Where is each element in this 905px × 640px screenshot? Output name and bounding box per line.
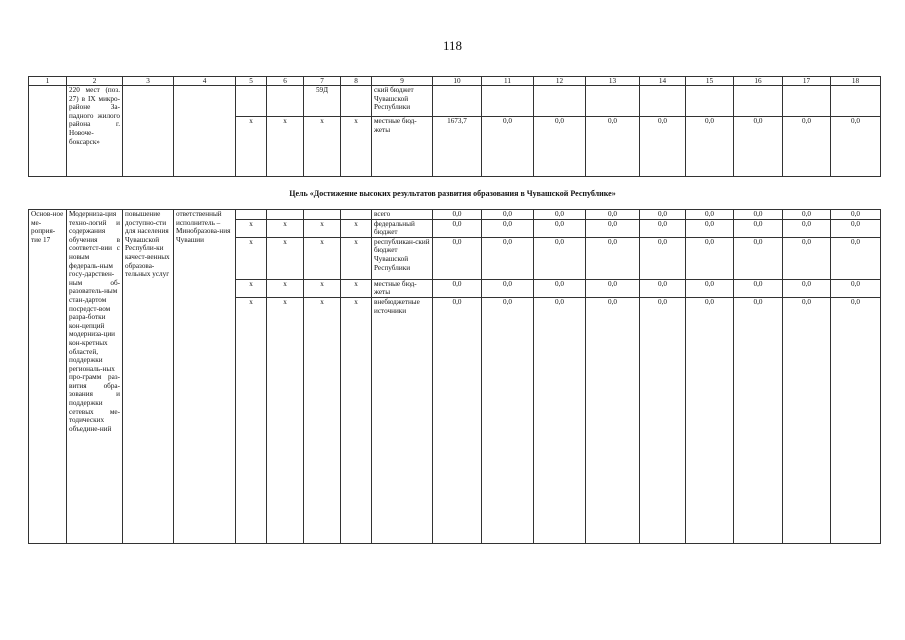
value-cell: 0,0 (482, 279, 534, 297)
x-cell: x (304, 279, 341, 297)
x-cell (341, 210, 372, 220)
header-cell: 12 (534, 77, 586, 86)
value-cell: 0,0 (734, 237, 783, 279)
value-cell: 0,0 (640, 279, 686, 297)
x-cell: x (341, 219, 372, 237)
header-cell: 5 (236, 77, 267, 86)
value-cell: 0,0 (686, 237, 734, 279)
source-cell: внебюджетные источники (372, 297, 433, 543)
x-cell: x (267, 279, 304, 297)
value-cell: 0,0 (686, 117, 734, 177)
x-cell (304, 210, 341, 220)
value-cell: 0,0 (831, 237, 881, 279)
value-cell: 0,0 (686, 219, 734, 237)
value-cell: 0,0 (586, 219, 640, 237)
header-cell: 17 (783, 77, 831, 86)
header-cell: 8 (341, 77, 372, 86)
value-cell: 0,0 (831, 297, 881, 543)
x-cell: x (267, 297, 304, 543)
x-cell: x (267, 117, 304, 177)
value-cell: 0,0 (534, 210, 586, 220)
header-cell: 7 (304, 77, 341, 86)
value-cell: 0,0 (534, 117, 586, 177)
value-cell: 0,0 (783, 117, 831, 177)
x-cell (236, 210, 267, 220)
value-cell: 0,0 (734, 297, 783, 543)
value-cell: 0,0 (831, 219, 881, 237)
header-cell: 6 (267, 77, 304, 86)
source-cell: федеральный бюджет (372, 219, 433, 237)
x-cell: x (267, 219, 304, 237)
header-cell: 15 (686, 77, 734, 86)
value-cell: 0,0 (734, 117, 783, 177)
value-cell: 0,0 (433, 297, 482, 543)
code-cell: 59Д (304, 86, 341, 117)
x-cell: x (304, 297, 341, 543)
value-cell: 0,0 (686, 279, 734, 297)
event-description-cell: Модерниза-ция техно-логий и содержания обучения в соответст-вии с новым федераль-ным госу-дарствен-ным об-разователь-ным стан-дартом посредст-вом разра-ботки кон-цепций модерниза-ции кон-кретных областей, поддержки региональ-ных про-грамм раз-вития обра-зования и поддержки сетевых ме-тодических объедине-ний (67, 210, 123, 544)
x-cell: x (236, 279, 267, 297)
value-cell: 0,0 (686, 210, 734, 220)
value-cell: 0,0 (783, 219, 831, 237)
header-cell: 14 (640, 77, 686, 86)
value-cell: 0,0 (433, 210, 482, 220)
value-cell: 0,0 (586, 297, 640, 543)
header-cell: 13 (586, 77, 640, 86)
value-cell: 0,0 (482, 237, 534, 279)
x-cell: x (341, 279, 372, 297)
source-cell: местные бюд-жеты (372, 117, 433, 177)
header-row (29, 77, 881, 86)
table-row (29, 210, 881, 220)
x-cell: x (267, 237, 304, 279)
table-continuation (28, 76, 881, 177)
value-cell: 0,0 (534, 237, 586, 279)
value-cell: 0,0 (482, 117, 534, 177)
object-name-cell: 220 мест (поз. 27) в IX микро-районе За-падного жилого района г. Новоче-боксарск» (67, 86, 123, 177)
value-cell: 0,0 (534, 279, 586, 297)
value-cell: 0,0 (586, 210, 640, 220)
value-cell: 0,0 (783, 210, 831, 220)
value-cell: 0,0 (686, 297, 734, 543)
header-cell: 4 (174, 77, 236, 86)
x-cell (267, 210, 304, 220)
value-cell: 0,0 (586, 279, 640, 297)
x-cell: x (304, 219, 341, 237)
x-cell: x (304, 117, 341, 177)
value-cell: 0,0 (734, 210, 783, 220)
page-number: 118 (442, 38, 463, 53)
value-cell: 0,0 (482, 297, 534, 543)
x-cell: x (341, 117, 372, 177)
value-cell: 0,0 (640, 297, 686, 543)
source-cell: ский бюджет Чувашской Республики (372, 86, 433, 117)
value-cell: 0,0 (734, 279, 783, 297)
x-cell: x (304, 237, 341, 279)
value-cell: 0,0 (534, 219, 586, 237)
value-cell: 0,0 (640, 219, 686, 237)
source-cell: республикан-ский бюджет Чувашской Республики (372, 237, 433, 279)
source-cell: всего (372, 210, 433, 220)
x-cell: x (341, 297, 372, 543)
header-cell: 1 (29, 77, 67, 86)
value-cell: 0,0 (433, 219, 482, 237)
value-cell: 0,0 (433, 279, 482, 297)
value-cell: 0,0 (734, 219, 783, 237)
value-cell: 0,0 (586, 237, 640, 279)
header-cell: 11 (482, 77, 534, 86)
x-cell: x (341, 237, 372, 279)
header-cell: 18 (831, 77, 881, 86)
value-cell: 0,0 (640, 237, 686, 279)
source-cell: местные бюд-жеты (372, 279, 433, 297)
value-cell: 1673,7 (433, 117, 482, 177)
header-cell: 9 (372, 77, 433, 86)
x-cell: x (236, 297, 267, 543)
value-cell: 0,0 (831, 279, 881, 297)
header-cell: 16 (734, 77, 783, 86)
header-cell: 10 (433, 77, 482, 86)
value-cell: 0,0 (534, 297, 586, 543)
event-name-cell: Основ-ное ме-роприя-тие 17 (29, 210, 67, 544)
x-cell: x (236, 117, 267, 177)
value-cell: 0,0 (783, 279, 831, 297)
value-cell: 0,0 (783, 297, 831, 543)
value-cell: 0,0 (831, 117, 881, 177)
value-cell: 0,0 (831, 210, 881, 220)
x-cell: x (236, 237, 267, 279)
header-cell: 3 (123, 77, 174, 86)
table-main-event (28, 209, 881, 544)
event-goal-cell: повышение доступно-сти для населения Чувашской Республи-ки качест-венных образова-тельных услуг (123, 210, 174, 544)
value-cell: 0,0 (640, 117, 686, 177)
value-cell: 0,0 (640, 210, 686, 220)
value-cell: 0,0 (783, 237, 831, 279)
x-cell: x (236, 219, 267, 237)
value-cell: 0,0 (482, 210, 534, 220)
table-row (29, 86, 881, 117)
header-cell: 2 (67, 77, 123, 86)
goal-heading: Цель «Достижение высоких результатов развития образования в Чувашской Республике» (289, 189, 616, 198)
value-cell: 0,0 (586, 117, 640, 177)
responsible-cell: ответственный исполнитель – Минобразова-ния Чувашии (174, 210, 236, 544)
value-cell: 0,0 (482, 219, 534, 237)
value-cell: 0,0 (433, 237, 482, 279)
